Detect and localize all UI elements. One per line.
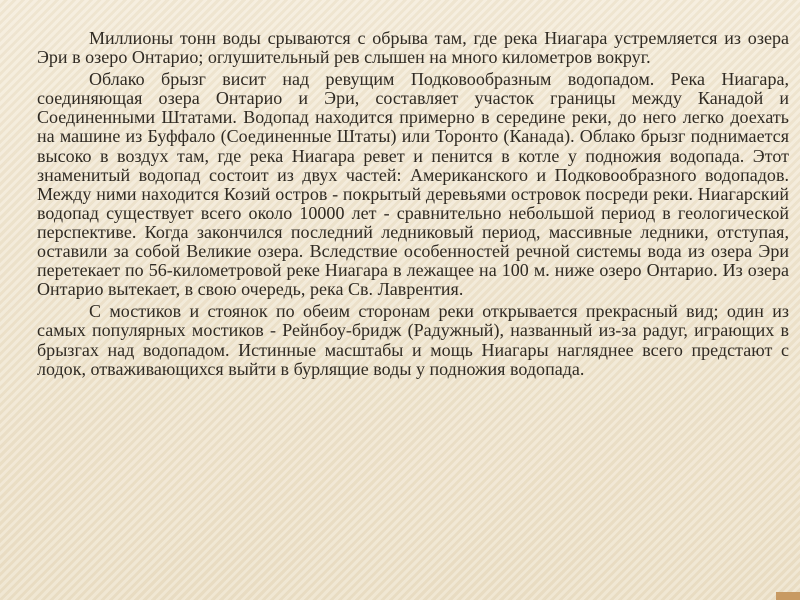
corner-accent-bar [776,592,800,600]
paragraph-1: Миллионы тонн воды срываются с обрыва там, где река Ниагара устремляется из озера Эри в озеро Онтарио; оглушительный рев слышен на много километров вокруг. [37,28,789,68]
paragraph-2: Облако брызг висит над ревущим Подковообразным водопадом. Река Ниагара, соединяющая озера Онтарио и Эри, составляет участок границы между Канадой и Соединенными Штатами. Водопад находится примерно в середине реки, до него легко доехать на машине из Буффало (Соединенные Штаты) или Торонто (Канада). Облако брызг поднимается высоко в воздух там, где река Ниагара ревет и пенится в котле у подножия водопада. Этот знаменитый водопад состоит из двух частей: Американского и Подковообразного водопадов. Между ними находится Козий остров - покрытый деревьями островок посреди реки. Ниагарский водопад существует всего около 10000 лет - сравнительно небольшой период в геологической перспективе. Когда закончился последний ледниковый период, массивные ледники, отступая, оставили за собой Великие озера. Вследствие особенностей речной системы вода из озера Эри перетекает по 56-километровой реке Ниагара в лежащее на 100 м. ниже озеро Онтарио. Из озера Онтарио вытекает, в свою очередь, река Св. Лаврентия. [37,69,789,300]
paragraph-3: С мостиков и стоянок по обеим сторонам реки открывается прекрасный вид; один из самых популярных мостиков - Рейнбоу-бридж (Радужный), названный из-за радуг, играющих в брызгах над водопадом. Истинные масштабы и мощь Ниагары нагляднее всего предстают с лодок, отваживающихся выйти в бурлящие воды у подножия водопада. [37,301,789,379]
slide-text-body [37,29,789,382]
